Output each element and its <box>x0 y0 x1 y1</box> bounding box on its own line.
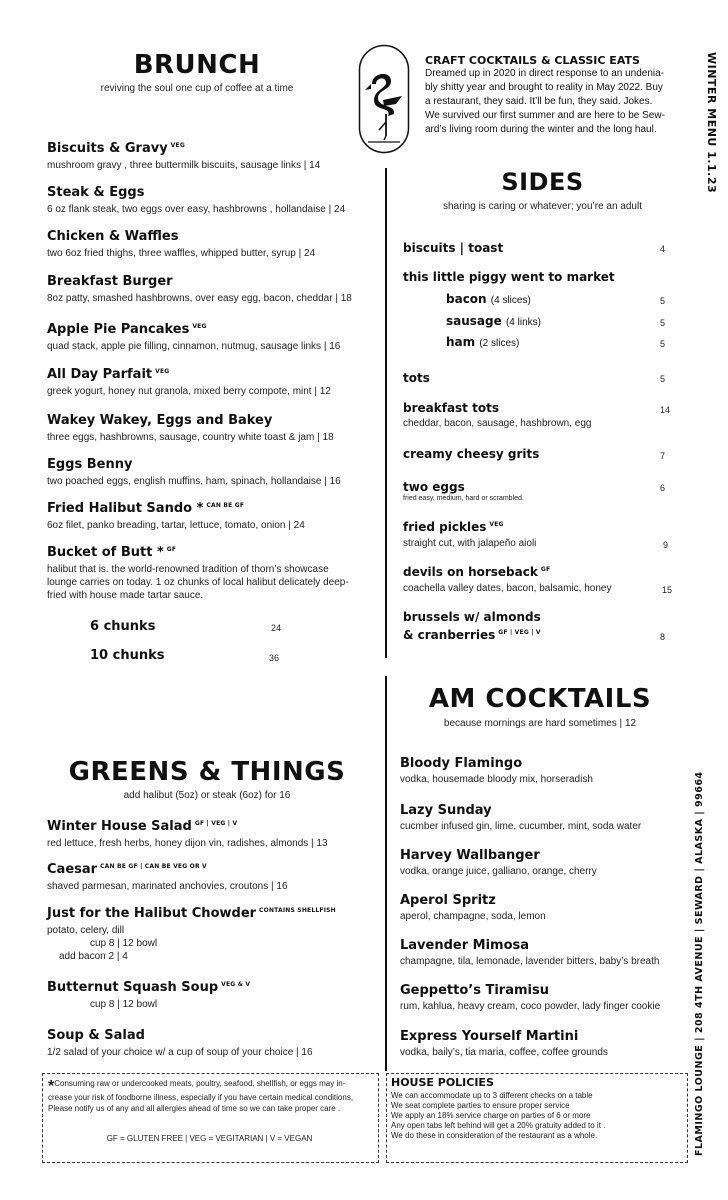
intro-line-1: Dreamed up in 2020 in direct response to an undenia- <box>425 68 665 79</box>
item-desc: 6oz filet, panko breading, tartar, lettuce, tomato, onion | 24 <box>47 520 305 531</box>
cocktail-item: Bloody Flamingo vodka, housemade bloody mix, horseradish <box>400 756 593 785</box>
policy-line: We do these in consideration of the restaurant as a whole. <box>391 1131 598 1140</box>
item-tag: GF <box>540 566 551 573</box>
side-devils-horseback: devils on horseback $^{GF}$ <box>403 565 551 579</box>
item-tag: VEG & V <box>221 981 251 988</box>
item-tag: GF | VEG | V <box>498 629 541 636</box>
menu-item-wakey-wakey <box>47 413 334 444</box>
intro-block <box>425 54 685 137</box>
side-fried-pickles-price: 9 <box>663 540 669 550</box>
policy-line: We apply an 18% service charge on parties of 6 or more <box>391 1111 591 1120</box>
item-tag: CAN BE GF | CAN BE VEG OR V <box>100 863 207 870</box>
disclaimer-line-1: Consuming raw or undercooked meats, poultry, seafood, shellfish, or eggs may in- <box>54 1079 346 1088</box>
item-desc: halibut that is. the world-renowned tradition of thorn’s showcase <box>47 564 329 575</box>
sides-subtitle: sharing is caring or whatever; you’re an adult <box>443 201 642 212</box>
side-devils-price: 15 <box>662 585 673 595</box>
item-name: Chicken & Waffles <box>47 229 179 244</box>
side-ham-price: 5 <box>660 339 666 349</box>
side-breakfast-tots-price: 14 <box>660 405 671 415</box>
menu-item-biscuits-gravy <box>47 141 320 172</box>
side-sausage-price: 5 <box>660 318 666 328</box>
intro-line-4: We survived our first summer and are here to be Sew- <box>425 110 665 121</box>
side-grits-price: 7 <box>660 451 666 461</box>
disclaimer-text <box>48 1078 376 1114</box>
address-label: FLAMINGO LOUNGE | 208 4TH AVENUE | SEWARD | ALASKA | 99664 <box>694 771 705 1156</box>
intro-line-2: bly shitty year and brought to reality in May 2022. Buy <box>425 82 663 93</box>
disclaimer-line-3: Please notify us of any and all allergies ahead of time so we can take proper care . <box>48 1104 341 1113</box>
side-two-eggs-desc: fried easy, medium, hard or scrambled. <box>403 495 524 502</box>
chowder-cup: cup 8 | 12 bowl <box>90 938 158 949</box>
cocktail-item: Lavender Mimosa champagne, tila, lemonade, lavender bitters, baby’s breath <box>400 938 660 967</box>
item-desc: two 6oz fried thighs, three waffles, whipped butter, syrup | 24 <box>47 248 316 259</box>
side-piggy: this little piggy went to market <box>403 270 615 284</box>
item-tag: GF <box>166 546 177 553</box>
winter-menu-label: WINTER MENU 1.1.23 <box>705 52 718 194</box>
side-ham: ham (2 slices) <box>446 335 520 349</box>
item-name: Apple Pie Pancakes <box>47 322 190 337</box>
chunks-10-name: 10 chunks <box>90 648 165 663</box>
side-bacon-price: 5 <box>660 296 666 306</box>
greens-title: GREENS & THINGS <box>68 757 346 787</box>
squash-cup: cup 8 | 12 bowl <box>90 999 158 1010</box>
chunks-10-price: 36 <box>269 653 280 663</box>
divider-cocktails <box>385 676 387 1071</box>
cocktail-item: Harvey Wallbanger vodka, orange juice, galliano, orange, cherry <box>400 848 597 877</box>
item-desc: three eggs, hashbrowns, sausage, country white toast & jam | 18 <box>47 432 334 443</box>
item-name: Bucket of Butt * <box>47 545 164 560</box>
item-name: Breakfast Burger <box>47 274 173 289</box>
item-desc: two poached eggs, english muffins, ham, spinach, hollandaise | 16 <box>47 476 341 487</box>
item-name: All Day Parfait <box>47 367 153 382</box>
side-sausage: sausage (4 links) <box>446 314 541 328</box>
item-name: Biscuits & Gravy <box>47 141 168 156</box>
divider-sides <box>385 168 387 658</box>
side-devils-desc: coachella valley dates, bacon, balsamic, honey <box>403 583 612 594</box>
item-desc-line3: fried with house made tartar sauce. <box>47 590 204 601</box>
brunch-subtitle: reviving the soul one cup of coffee at a time <box>100 83 294 94</box>
menu-item-chicken-waffles <box>47 229 315 260</box>
side-biscuits-price: 4 <box>660 244 666 254</box>
side-brussels: brussels w/ almonds <box>403 610 541 624</box>
item-tag: VEG <box>170 142 185 149</box>
item-desc: mushroom gravy , three buttermilk biscuits, sausage links | 14 <box>47 160 321 171</box>
policy-line: We seat complete parties to ensure proper service <box>391 1101 570 1110</box>
item-name: Eggs Benny <box>47 457 133 472</box>
item-name: Fried Halibut Sando * <box>47 501 204 516</box>
brunch-title: BRUNCH <box>133 50 261 80</box>
menu-item-halibut-chowder: Just for the Halibut Chowder $^{CONTAINS SHELLFISH}$ potato, celery, dill cup 8 | 12 bowl add bacon 2 | 4 <box>47 906 336 962</box>
side-brussels-price: 8 <box>660 632 666 642</box>
item-desc: 6 oz flank steak, two eggs over easy, hashbrowns , hollandaise | 24 <box>47 204 346 215</box>
cocktail-item: Aperol Spritz aperol, champagne, soda, lemon <box>400 893 546 922</box>
item-tag: CAN BE GF <box>206 502 245 509</box>
menu-item-steak-eggs <box>47 185 345 216</box>
diet-legend: GF = GLUTEN FREE | VEG = VEGITARIAN | V = VEGAN <box>106 1134 313 1143</box>
side-tots: tots <box>403 371 430 385</box>
side-two-eggs-price: 6 <box>660 483 666 493</box>
chowder-bacon: add bacon 2 | 4 <box>59 951 128 962</box>
policy-line: We can accommodate up to 3 different checks on a table <box>391 1091 593 1100</box>
side-fried-pickles-desc: straight cut, with jalapeño aioli <box>403 538 537 549</box>
menu-item-apple-pie-pancakes <box>47 322 340 353</box>
item-desc-line2: lounge carries on today. 1 oz chunks of local halibut delicately deep- <box>47 577 349 588</box>
item-tag: VEG <box>192 323 207 330</box>
policies-block <box>391 1076 685 1141</box>
menu-item-breakfast-burger <box>47 274 352 305</box>
side-grits: creamy cheesy grits <box>403 447 540 461</box>
item-tag: VEG <box>489 521 504 528</box>
item-desc: 8oz patty, smashed hashbrowns, over easy egg, bacon, cheddar | 18 <box>47 293 352 304</box>
side-breakfast-tots: breakfast tots <box>403 401 499 415</box>
side-bacon: bacon (4 slices) <box>446 292 531 306</box>
sides-title: SIDES <box>501 168 584 196</box>
menu-item-soup-salad: Soup & Salad 1/2 salad of your choice w/ a cup of soup of your choice | 16 <box>47 1028 313 1058</box>
policy-line: Any open tabs left behind will get a 20% gratuity added to it . <box>391 1121 606 1130</box>
item-tag: VEG <box>155 368 170 375</box>
cocktail-item: Geppetto’s Tiramisu rum, kahlua, heavy cream, coco powder, lady finger cookie <box>400 983 661 1012</box>
side-brussels-line2: & cranberries $^{GF | VEG | V}$ <box>403 628 541 642</box>
menu-item-eggs-benny <box>47 457 341 488</box>
menu-item-all-day-parfait <box>47 367 331 398</box>
chunks-6-price: 24 <box>271 623 282 633</box>
cocktail-item: Express Yourself Martini vodka, baily’s, tia maria, coffee, coffee grounds <box>400 1029 608 1058</box>
menu-item-halibut-sando <box>47 501 305 532</box>
disclaimer-line-2: crease your risk of foodborne illness, especially if you have certain medical conditions, <box>48 1093 354 1102</box>
item-name: Steak & Eggs <box>47 185 145 200</box>
menu-item-bucket-of-butt <box>47 545 349 602</box>
cocktails-subtitle: because mornings are hard sometimes | 12 <box>443 718 637 729</box>
cocktail-item: Lazy Sunday cucmber infused gin, lime, cucumber, mint, soda water <box>400 803 642 832</box>
menu-item-house-salad: Winter House Salad $^{GF | VEG | V}$ red lettuce, fresh herbs, honey dijon vin, radishes, almonds | 13 <box>47 819 328 849</box>
menu-item-caesar: Caesar $^{CAN BE GF | CAN BE VEG OR V}$ shaved parmesan, marinated anchovies, croutons | 16 <box>47 862 288 892</box>
item-tag: GF | VEG | V <box>194 820 238 827</box>
side-biscuits: biscuits | toast <box>403 241 504 255</box>
item-name: Wakey Wakey, Eggs and Bakey <box>47 413 273 428</box>
intro-line-3: a restaurant, they said. It’ll be fun, they said. Jokes. <box>425 96 653 107</box>
flamingo-logo-icon <box>358 44 410 154</box>
item-desc: quad stack, apple pie filling, cinnamon, nutmug, sausage links | 16 <box>47 341 341 352</box>
side-breakfast-tots-desc: cheddar, bacon, sausage, hashbrown, egg <box>403 418 592 429</box>
side-tots-price: 5 <box>660 374 666 384</box>
intro-line-5: ard’s living room during the winter and the long haul. <box>425 124 657 135</box>
policies-title: HOUSE POLICIES <box>391 1076 494 1089</box>
disclaimer-star: * <box>48 1078 55 1095</box>
item-desc: greek yogurt, honey nut granola, mixed berry compote, mint | 12 <box>47 386 331 397</box>
side-two-eggs: two eggs <box>403 480 465 494</box>
cocktails-title: AM COCKTAILS <box>428 684 652 714</box>
chunks-6-name: 6 chunks <box>90 619 156 634</box>
side-fried-pickles: fried pickles $^{VEG}$ <box>403 520 504 534</box>
intro-title: CRAFT COCKTAILS & CLASSIC EATS <box>425 54 640 67</box>
greens-subtitle: add halibut (5oz) or steak (6oz) for 16 <box>123 790 291 801</box>
item-tag: CONTAINS SHELLFISH <box>259 907 336 914</box>
menu-item-squash-soup: Butternut Squash Soup $^{VEG \& V}$ cup 8 | 12 bowl <box>47 980 251 1010</box>
